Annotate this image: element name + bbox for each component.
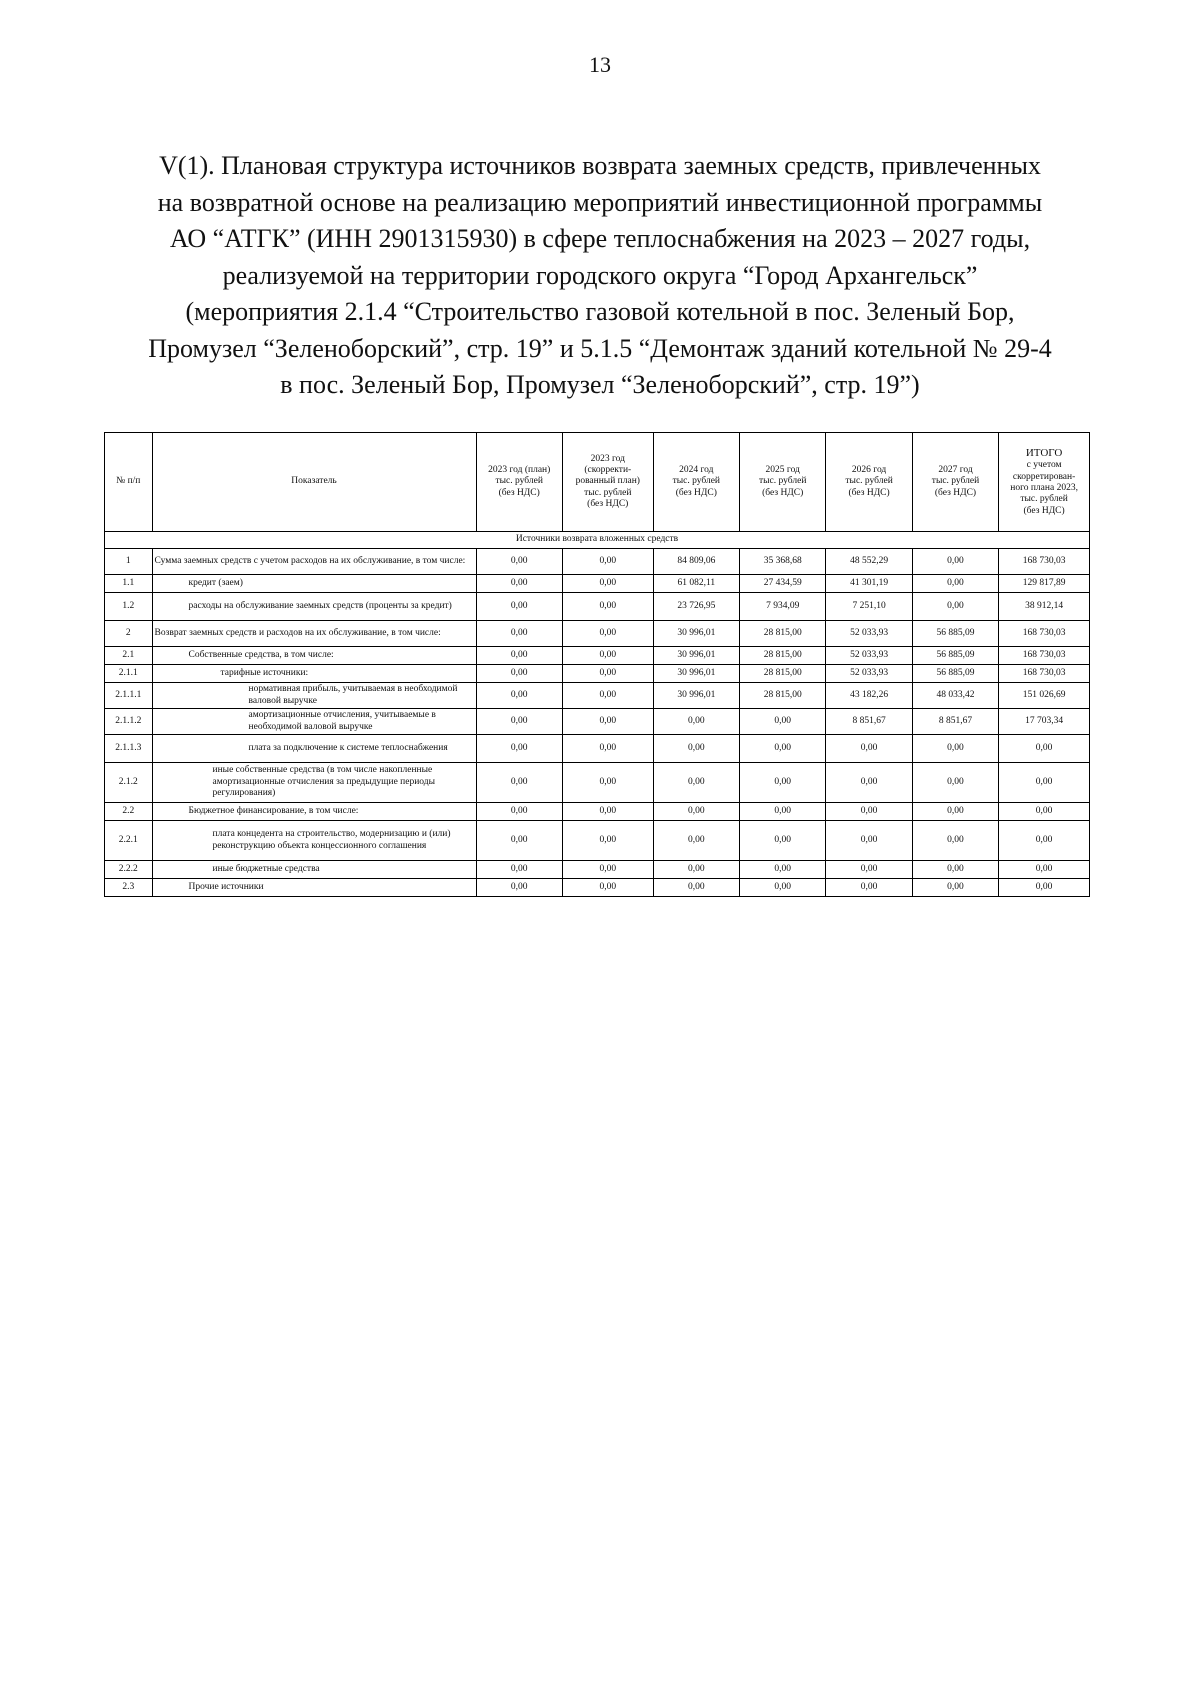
header-line: с учетом bbox=[1026, 460, 1062, 471]
value-2026: 8 851,67 bbox=[826, 709, 912, 735]
value-2027: 56 885,09 bbox=[912, 621, 998, 647]
funding-sources-table bbox=[104, 432, 1090, 897]
header-line: 2023 год (план) bbox=[488, 464, 551, 475]
value-2024: 0,00 bbox=[653, 879, 739, 897]
value-2024: 0,00 bbox=[653, 821, 739, 861]
row-code: 2.1.1.1 bbox=[105, 683, 153, 709]
header-line: ного плана 2023, bbox=[1010, 482, 1078, 493]
value-2026: 52 033,93 bbox=[826, 647, 912, 665]
header-line: тыс. рублей bbox=[845, 476, 893, 487]
value-2025: 0,00 bbox=[740, 763, 826, 803]
value-2025: 0,00 bbox=[740, 803, 826, 821]
value-2026: 41 301,19 bbox=[826, 575, 912, 593]
row-code: 1 bbox=[105, 549, 153, 575]
value-2027: 0,00 bbox=[912, 879, 998, 897]
row-label: Собственные средства, в том числе: bbox=[152, 647, 476, 665]
row-label: Бюджетное финансирование, в том числе: bbox=[152, 803, 476, 821]
header-2025 bbox=[740, 433, 826, 532]
header-line: 2026 год bbox=[851, 464, 887, 475]
header-line: рованный план) bbox=[575, 476, 640, 487]
header-2026 bbox=[826, 433, 912, 532]
row-code: 2.1.1 bbox=[105, 665, 153, 683]
value-2023-plan: 0,00 bbox=[476, 735, 562, 763]
value-2023-adjusted: 0,00 bbox=[562, 763, 653, 803]
table-row bbox=[105, 803, 1090, 821]
value-2027: 8 851,67 bbox=[912, 709, 998, 735]
header-line: (без НДС) bbox=[675, 487, 717, 498]
header-line: тыс. рублей bbox=[672, 476, 721, 487]
row-code: 2.3 bbox=[105, 879, 153, 897]
value-total: 0,00 bbox=[999, 879, 1090, 897]
row-label: иные собственные средства (в том числе накопленные амортизационные отчисления за предыдущие периоды регулирования) bbox=[152, 763, 476, 803]
value-2025: 28 815,00 bbox=[740, 683, 826, 709]
header-line: (скорректи- bbox=[584, 464, 632, 475]
value-2024: 23 726,95 bbox=[653, 593, 739, 621]
section-title: Источники возврата вложенных средств bbox=[105, 532, 1090, 549]
row-label: Возврат заемных средств и расходов на их обслуживание, в том числе: bbox=[152, 621, 476, 647]
title-line: на возвратной основе на реализацию мероприятий инвестиционной программы bbox=[157, 187, 1043, 217]
section-row bbox=[105, 532, 1090, 549]
value-total: 168 730,03 bbox=[999, 549, 1090, 575]
value-2024: 0,00 bbox=[653, 803, 739, 821]
header-line: (без НДС) bbox=[587, 499, 629, 510]
value-2023-plan: 0,00 bbox=[476, 621, 562, 647]
value-2024: 0,00 bbox=[653, 709, 739, 735]
value-2023-adjusted: 0,00 bbox=[562, 683, 653, 709]
value-2023-plan: 0,00 bbox=[476, 763, 562, 803]
value-2027: 0,00 bbox=[912, 821, 998, 861]
header-line: тыс. рублей bbox=[1020, 494, 1068, 505]
value-2027: 0,00 bbox=[912, 763, 998, 803]
header-total bbox=[999, 433, 1090, 532]
row-code: 2.1.1.3 bbox=[105, 735, 153, 763]
value-2025: 28 815,00 bbox=[740, 621, 826, 647]
table-row bbox=[105, 861, 1090, 879]
row-label: нормативная прибыль, учитываемая в необходимой валовой выручке bbox=[152, 683, 476, 709]
value-2023-adjusted: 0,00 bbox=[562, 879, 653, 897]
value-2023-plan: 0,00 bbox=[476, 879, 562, 897]
value-2024: 30 996,01 bbox=[653, 665, 739, 683]
value-2027: 0,00 bbox=[912, 575, 998, 593]
value-total: 0,00 bbox=[999, 861, 1090, 879]
row-code: 2.1.2 bbox=[105, 763, 153, 803]
row-code: 2.1.1.2 bbox=[105, 709, 153, 735]
table-row bbox=[105, 647, 1090, 665]
title-line: реализуемой на территории городского округа “Город Архангельск” bbox=[222, 260, 978, 290]
value-2023-plan: 0,00 bbox=[476, 821, 562, 861]
value-2026: 0,00 bbox=[826, 763, 912, 803]
header-2027 bbox=[912, 433, 998, 532]
value-2024: 30 996,01 bbox=[653, 647, 739, 665]
value-2023-plan: 0,00 bbox=[476, 803, 562, 821]
value-2023-adjusted: 0,00 bbox=[562, 803, 653, 821]
value-2025: 28 815,00 bbox=[740, 647, 826, 665]
table-row bbox=[105, 665, 1090, 683]
table-row bbox=[105, 549, 1090, 575]
value-2023-adjusted: 0,00 bbox=[562, 665, 653, 683]
table-row bbox=[105, 683, 1090, 709]
value-2027: 0,00 bbox=[912, 803, 998, 821]
value-2024: 0,00 bbox=[653, 861, 739, 879]
page-number: 13 bbox=[589, 52, 611, 77]
value-2027: 0,00 bbox=[912, 735, 998, 763]
value-2023-adjusted: 0,00 bbox=[562, 647, 653, 665]
value-2025: 27 434,59 bbox=[740, 575, 826, 593]
value-2027: 56 885,09 bbox=[912, 665, 998, 683]
value-total: 0,00 bbox=[999, 821, 1090, 861]
value-2024: 0,00 bbox=[653, 735, 739, 763]
row-label: иные бюджетные средства bbox=[152, 861, 476, 879]
header-line: тыс. рублей bbox=[584, 487, 632, 498]
row-label: плата концедента на строительство, модернизацию и (или) реконструкцию объекта концессионного соглашения bbox=[152, 821, 476, 861]
value-2025: 0,00 bbox=[740, 861, 826, 879]
row-code: 2.1 bbox=[105, 647, 153, 665]
header-line: (без НДС) bbox=[934, 487, 977, 498]
header-line: скорретирован- bbox=[1012, 471, 1076, 482]
row-label: амортизационные отчисления, учитываемые в необходимой валовой выручке bbox=[152, 709, 476, 735]
value-2026: 0,00 bbox=[826, 821, 912, 861]
row-label: кредит (заем) bbox=[152, 575, 476, 593]
title-line: в пос. Зеленый Бор, Промузел “Зеленоборский”, стр. 19”) bbox=[280, 370, 920, 399]
value-2025: 0,00 bbox=[740, 709, 826, 735]
header-indicator: Показатель bbox=[152, 433, 476, 532]
row-code: 2 bbox=[105, 621, 153, 647]
value-total: 168 730,03 bbox=[999, 647, 1090, 665]
value-2023-adjusted: 0,00 bbox=[562, 621, 653, 647]
header-line: (без НДС) bbox=[1023, 505, 1065, 516]
value-total: 168 730,03 bbox=[999, 665, 1090, 683]
value-2026: 0,00 bbox=[826, 879, 912, 897]
value-2025: 0,00 bbox=[740, 735, 826, 763]
value-2023-plan: 0,00 bbox=[476, 683, 562, 709]
header-2024 bbox=[653, 433, 739, 532]
value-2025: 0,00 bbox=[740, 879, 826, 897]
title-line: V(1). Плановая структура источников возврата заемных средств, привлеченных bbox=[159, 151, 1041, 180]
value-total: 38 912,14 bbox=[999, 593, 1090, 621]
table-row bbox=[105, 575, 1090, 593]
value-2027: 56 885,09 bbox=[912, 647, 998, 665]
document-title bbox=[100, 148, 1100, 404]
value-2023-plan: 0,00 bbox=[476, 549, 562, 575]
value-2027: 0,00 bbox=[912, 593, 998, 621]
value-2023-plan: 0,00 bbox=[476, 861, 562, 879]
value-2023-adjusted: 0,00 bbox=[562, 549, 653, 575]
value-2027: 0,00 bbox=[912, 549, 998, 575]
value-2025: 7 934,09 bbox=[740, 593, 826, 621]
header-line: 2025 год bbox=[765, 464, 800, 475]
header-line: тыс. рублей bbox=[931, 476, 980, 487]
value-total: 0,00 bbox=[999, 735, 1090, 763]
value-2025: 28 815,00 bbox=[740, 665, 826, 683]
row-code: 1.1 bbox=[105, 575, 153, 593]
table-row bbox=[105, 621, 1090, 647]
value-2023-adjusted: 0,00 bbox=[562, 575, 653, 593]
value-2026: 52 033,93 bbox=[826, 665, 912, 683]
header-line: 2024 год bbox=[679, 464, 714, 475]
header-2023-plan bbox=[476, 433, 562, 532]
value-2023-plan: 0,00 bbox=[476, 709, 562, 735]
value-2026: 0,00 bbox=[826, 861, 912, 879]
header-line: тыс. рублей bbox=[759, 476, 807, 487]
value-2023-plan: 0,00 bbox=[476, 647, 562, 665]
value-2026: 0,00 bbox=[826, 803, 912, 821]
value-total: 17 703,34 bbox=[999, 709, 1090, 735]
value-2024: 84 809,06 bbox=[653, 549, 739, 575]
value-2026: 48 552,29 bbox=[826, 549, 912, 575]
title-line: Промузел “Зеленоборский”, стр. 19” и 5.1.5 “Демонтаж зданий котельной № 29-4 bbox=[148, 333, 1052, 363]
value-2026: 7 251,10 bbox=[826, 593, 912, 621]
value-total: 151 026,69 bbox=[999, 683, 1090, 709]
value-2023-adjusted: 0,00 bbox=[562, 593, 653, 621]
row-label: Сумма заемных средств с учетом расходов на их обслуживание, в том числе: bbox=[152, 549, 476, 575]
row-label: расходы на обслуживание заемных средств (проценты за кредит) bbox=[152, 593, 476, 621]
value-2023-plan: 0,00 bbox=[476, 593, 562, 621]
title-line: (мероприятия 2.1.4 “Строительство газовой котельной в пос. Зеленый Бор, bbox=[185, 297, 1015, 326]
value-2026: 0,00 bbox=[826, 735, 912, 763]
title-line: АО “АТГК” (ИНН 2901315930) в сфере теплоснабжения на 2023 – 2027 годы, bbox=[169, 224, 1031, 253]
value-total: 0,00 bbox=[999, 803, 1090, 821]
value-2023-plan: 0,00 bbox=[476, 665, 562, 683]
row-label: тарифные источники: bbox=[152, 665, 476, 683]
table-row bbox=[105, 821, 1090, 861]
header-line: (без НДС) bbox=[848, 487, 890, 498]
value-2024: 61 082,11 bbox=[653, 575, 739, 593]
table-row bbox=[105, 709, 1090, 735]
row-code: 2.2.1 bbox=[105, 821, 153, 861]
header-line: (без НДС) bbox=[498, 487, 540, 498]
row-code: 2.2.2 bbox=[105, 861, 153, 879]
table-row bbox=[105, 735, 1090, 763]
value-2026: 52 033,93 bbox=[826, 621, 912, 647]
header-line: 2027 год bbox=[938, 464, 973, 475]
header-2023-adjusted bbox=[562, 433, 653, 532]
table-row bbox=[105, 593, 1090, 621]
header-line: (без НДС) bbox=[762, 487, 804, 498]
value-2024: 30 996,01 bbox=[653, 683, 739, 709]
header-num: № п/п bbox=[105, 433, 153, 532]
value-2026: 43 182,26 bbox=[826, 683, 912, 709]
value-total: 129 817,89 bbox=[999, 575, 1090, 593]
row-code: 1.2 bbox=[105, 593, 153, 621]
header-line: тыс. рублей bbox=[495, 476, 543, 487]
value-2027: 48 033,42 bbox=[912, 683, 998, 709]
header-line: ИТОГО bbox=[1025, 446, 1063, 459]
value-2024: 0,00 bbox=[653, 763, 739, 803]
value-total: 168 730,03 bbox=[999, 621, 1090, 647]
value-total: 0,00 bbox=[999, 763, 1090, 803]
value-2025: 35 368,68 bbox=[740, 549, 826, 575]
value-2024: 30 996,01 bbox=[653, 621, 739, 647]
value-2025: 0,00 bbox=[740, 821, 826, 861]
table-header-row bbox=[105, 433, 1090, 532]
row-label: Прочие источники bbox=[152, 879, 476, 897]
value-2023-adjusted: 0,00 bbox=[562, 735, 653, 763]
value-2023-plan: 0,00 bbox=[476, 575, 562, 593]
value-2023-adjusted: 0,00 bbox=[562, 709, 653, 735]
table-row bbox=[105, 879, 1090, 897]
row-label: плата за подключение к системе теплоснабжения bbox=[152, 735, 476, 763]
value-2027: 0,00 bbox=[912, 861, 998, 879]
table-row bbox=[105, 763, 1090, 803]
header-line: 2023 год bbox=[590, 453, 625, 464]
row-code: 2.2 bbox=[105, 803, 153, 821]
value-2023-adjusted: 0,00 bbox=[562, 861, 653, 879]
value-2023-adjusted: 0,00 bbox=[562, 821, 653, 861]
